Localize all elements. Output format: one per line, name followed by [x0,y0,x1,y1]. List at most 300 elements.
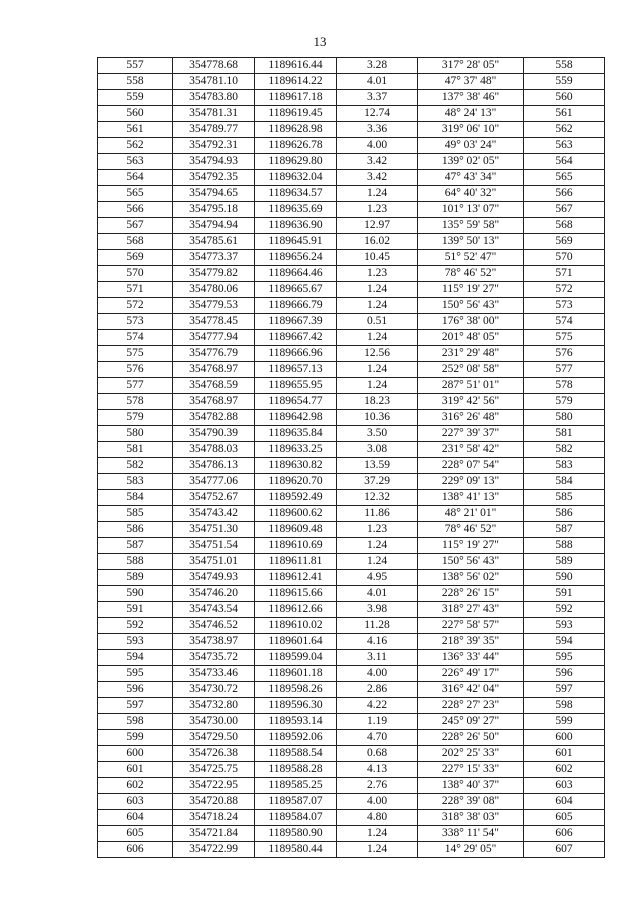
y-coordinate-cell: 1189633.25 [255,442,337,458]
distance-cell: 4.80 [337,810,418,826]
y-coordinate-cell: 1189584.07 [255,810,337,826]
bearing-cell: 317° 28' 05" [418,58,524,74]
page-number: 13 [313,34,327,49]
y-coordinate-cell: 1189600.62 [255,506,337,522]
point-to-cell: 566 [524,186,605,202]
bearing-cell: 231° 29' 48" [418,346,524,362]
point-from-cell: 588 [98,554,173,570]
bearing-cell: 338° 11' 54" [418,826,524,842]
point-from-cell: 592 [98,618,173,634]
point-from-cell: 565 [98,186,173,202]
distance-cell: 4.00 [337,666,418,682]
x-coordinate-cell: 354729.50 [173,730,255,746]
point-from-cell: 569 [98,250,173,266]
y-coordinate-cell: 1189635.84 [255,426,337,442]
x-coordinate-cell: 354794.94 [173,218,255,234]
y-coordinate-cell: 1189634.57 [255,186,337,202]
point-from-cell: 598 [98,714,173,730]
bearing-cell: 48° 21' 01" [418,506,524,522]
distance-cell: 3.42 [337,170,418,186]
point-from-cell: 595 [98,666,173,682]
point-from-cell: 574 [98,330,173,346]
y-coordinate-cell: 1189657.13 [255,362,337,378]
distance-cell: 4.00 [337,794,418,810]
y-coordinate-cell: 1189610.02 [255,618,337,634]
x-coordinate-cell: 354735.72 [173,650,255,666]
point-from-cell: 578 [98,394,173,410]
bearing-cell: 228° 26' 15" [418,586,524,602]
bearing-cell: 287° 51' 01" [418,378,524,394]
bearing-cell: 201° 48' 05" [418,330,524,346]
point-to-cell: 603 [524,778,605,794]
table-row [98,762,605,778]
distance-cell: 10.45 [337,250,418,266]
table-row [98,234,605,250]
distance-cell: 1.24 [337,842,418,858]
bearing-cell: 135° 59' 58" [418,218,524,234]
y-coordinate-cell: 1189580.90 [255,826,337,842]
distance-cell: 3.42 [337,154,418,170]
point-to-cell: 558 [524,58,605,74]
point-to-cell: 561 [524,106,605,122]
point-to-cell: 562 [524,122,605,138]
distance-cell: 4.00 [337,138,418,154]
bearing-cell: 49° 03' 24" [418,138,524,154]
point-to-cell: 580 [524,410,605,426]
distance-cell: 37.29 [337,474,418,490]
point-to-cell: 572 [524,282,605,298]
y-coordinate-cell: 1189598.26 [255,682,337,698]
y-coordinate-cell: 1189593.14 [255,714,337,730]
point-to-cell: 584 [524,474,605,490]
distance-cell: 1.24 [337,826,418,842]
point-to-cell: 579 [524,394,605,410]
distance-cell: 3.37 [337,90,418,106]
distance-cell: 12.56 [337,346,418,362]
point-to-cell: 604 [524,794,605,810]
x-coordinate-cell: 354730.00 [173,714,255,730]
table-row [98,826,605,842]
y-coordinate-cell: 1189599.04 [255,650,337,666]
point-to-cell: 568 [524,218,605,234]
x-coordinate-cell: 354773.37 [173,250,255,266]
y-coordinate-cell: 1189654.77 [255,394,337,410]
y-coordinate-cell: 1189629.80 [255,154,337,170]
bearing-cell: 136° 33' 44" [418,650,524,666]
x-coordinate-cell: 354721.84 [173,826,255,842]
x-coordinate-cell: 354732.80 [173,698,255,714]
distance-cell: 2.76 [337,778,418,794]
y-coordinate-cell: 1189612.41 [255,570,337,586]
table-row [98,346,605,362]
distance-cell: 12.97 [337,218,418,234]
distance-cell: 3.36 [337,122,418,138]
point-to-cell: 570 [524,250,605,266]
x-coordinate-cell: 354751.30 [173,522,255,538]
point-from-cell: 566 [98,202,173,218]
x-coordinate-cell: 354777.06 [173,474,255,490]
x-coordinate-cell: 354779.53 [173,298,255,314]
x-coordinate-cell: 354743.42 [173,506,255,522]
bearing-cell: 48° 24' 13" [418,106,524,122]
table-row [98,778,605,794]
bearing-cell: 228° 27' 23" [418,698,524,714]
bearing-cell: 78° 46' 52" [418,522,524,538]
x-coordinate-cell: 354768.59 [173,378,255,394]
point-to-cell: 597 [524,682,605,698]
distance-cell: 1.24 [337,554,418,570]
point-to-cell: 588 [524,538,605,554]
point-to-cell: 592 [524,602,605,618]
table-row [98,58,605,74]
point-to-cell: 605 [524,810,605,826]
x-coordinate-cell: 354722.99 [173,842,255,858]
y-coordinate-cell: 1189616.44 [255,58,337,74]
distance-cell: 1.24 [337,330,418,346]
table-row [98,570,605,586]
point-from-cell: 558 [98,74,173,90]
table-row [98,362,605,378]
distance-cell: 0.68 [337,746,418,762]
x-coordinate-cell: 354794.93 [173,154,255,170]
bearing-cell: 202° 25' 33" [418,746,524,762]
bearing-cell: 78° 46' 52" [418,266,524,282]
table-row [98,266,605,282]
y-coordinate-cell: 1189601.18 [255,666,337,682]
x-coordinate-cell: 354781.31 [173,106,255,122]
point-from-cell: 584 [98,490,173,506]
bearing-cell: 150° 56' 43" [418,554,524,570]
x-coordinate-cell: 354777.94 [173,330,255,346]
point-to-cell: 578 [524,378,605,394]
point-to-cell: 589 [524,554,605,570]
point-to-cell: 598 [524,698,605,714]
table-row [98,170,605,186]
bearing-cell: 14° 29' 05" [418,842,524,858]
y-coordinate-cell: 1189601.64 [255,634,337,650]
distance-cell: 3.50 [337,426,418,442]
point-to-cell: 559 [524,74,605,90]
table-row [98,730,605,746]
point-to-cell: 581 [524,426,605,442]
point-from-cell: 557 [98,58,173,74]
table-row [98,410,605,426]
point-from-cell: 585 [98,506,173,522]
y-coordinate-cell: 1189619.45 [255,106,337,122]
y-coordinate-cell: 1189620.70 [255,474,337,490]
point-to-cell: 577 [524,362,605,378]
point-from-cell: 572 [98,298,173,314]
y-coordinate-cell: 1189665.67 [255,282,337,298]
bearing-cell: 51° 52' 47" [418,250,524,266]
point-from-cell: 564 [98,170,173,186]
distance-cell: 3.98 [337,602,418,618]
x-coordinate-cell: 354718.24 [173,810,255,826]
bearing-cell: 245° 09' 27" [418,714,524,730]
point-to-cell: 587 [524,522,605,538]
distance-cell: 1.24 [337,538,418,554]
bearing-cell: 139° 50' 13" [418,234,524,250]
table-row [98,474,605,490]
distance-cell: 1.24 [337,378,418,394]
point-from-cell: 570 [98,266,173,282]
y-coordinate-cell: 1189588.28 [255,762,337,778]
table-row [98,314,605,330]
point-from-cell: 590 [98,586,173,602]
table-row [98,618,605,634]
bearing-cell: 316° 26' 48" [418,410,524,426]
point-to-cell: 564 [524,154,605,170]
bearing-cell: 316° 42' 04" [418,682,524,698]
x-coordinate-cell: 354743.54 [173,602,255,618]
distance-cell: 3.28 [337,58,418,74]
point-from-cell: 567 [98,218,173,234]
y-coordinate-cell: 1189596.30 [255,698,337,714]
point-to-cell: 571 [524,266,605,282]
table-row [98,538,605,554]
y-coordinate-cell: 1189587.07 [255,794,337,810]
bearing-cell: 228° 39' 08" [418,794,524,810]
bearing-cell: 252° 08' 58" [418,362,524,378]
y-coordinate-cell: 1189588.54 [255,746,337,762]
y-coordinate-cell: 1189655.95 [255,378,337,394]
table-row [98,282,605,298]
table-row [98,74,605,90]
point-from-cell: 563 [98,154,173,170]
point-to-cell: 599 [524,714,605,730]
x-coordinate-cell: 354768.97 [173,394,255,410]
x-coordinate-cell: 354792.35 [173,170,255,186]
y-coordinate-cell: 1189592.06 [255,730,337,746]
point-to-cell: 602 [524,762,605,778]
x-coordinate-cell: 354790.39 [173,426,255,442]
x-coordinate-cell: 354785.61 [173,234,255,250]
distance-cell: 3.11 [337,650,418,666]
distance-cell: 1.24 [337,282,418,298]
point-from-cell: 583 [98,474,173,490]
point-from-cell: 601 [98,762,173,778]
point-to-cell: 590 [524,570,605,586]
bearing-cell: 137° 38' 46" [418,90,524,106]
point-to-cell: 567 [524,202,605,218]
point-to-cell: 591 [524,586,605,602]
point-to-cell: 586 [524,506,605,522]
bearing-cell: 226° 49' 17" [418,666,524,682]
distance-cell: 1.24 [337,298,418,314]
point-to-cell: 576 [524,346,605,362]
table-row [98,554,605,570]
y-coordinate-cell: 1189580.44 [255,842,337,858]
x-coordinate-cell: 354783.80 [173,90,255,106]
distance-cell: 0.51 [337,314,418,330]
distance-cell: 1.24 [337,186,418,202]
table-row [98,602,605,618]
point-from-cell: 587 [98,538,173,554]
x-coordinate-cell: 354730.72 [173,682,255,698]
y-coordinate-cell: 1189612.66 [255,602,337,618]
table-row [98,394,605,410]
point-from-cell: 576 [98,362,173,378]
distance-cell: 4.16 [337,634,418,650]
table-row [98,522,605,538]
table-row [98,122,605,138]
point-from-cell: 596 [98,682,173,698]
x-coordinate-cell: 354789.77 [173,122,255,138]
table-row [98,218,605,234]
point-to-cell: 583 [524,458,605,474]
y-coordinate-cell: 1189592.49 [255,490,337,506]
x-coordinate-cell: 354720.88 [173,794,255,810]
point-from-cell: 603 [98,794,173,810]
y-coordinate-cell: 1189611.81 [255,554,337,570]
point-from-cell: 586 [98,522,173,538]
point-to-cell: 593 [524,618,605,634]
bearing-cell: 47° 37' 48" [418,74,524,90]
bearing-cell: 115° 19' 27" [418,538,524,554]
table-row [98,634,605,650]
bearing-cell: 318° 27' 43" [418,602,524,618]
table-row [98,458,605,474]
x-coordinate-cell: 354726.38 [173,746,255,762]
point-to-cell: 600 [524,730,605,746]
x-coordinate-cell: 354749.93 [173,570,255,586]
distance-cell: 3.08 [337,442,418,458]
distance-cell: 16.02 [337,234,418,250]
bearing-cell: 138° 56' 02" [418,570,524,586]
distance-cell: 11.28 [337,618,418,634]
point-to-cell: 596 [524,666,605,682]
x-coordinate-cell: 354780.06 [173,282,255,298]
x-coordinate-cell: 354795.18 [173,202,255,218]
point-to-cell: 595 [524,650,605,666]
distance-cell: 18.23 [337,394,418,410]
bearing-cell: 319° 42' 56" [418,394,524,410]
table-row [98,378,605,394]
bearing-cell: 139° 02' 05" [418,154,524,170]
table-row [98,698,605,714]
point-from-cell: 581 [98,442,173,458]
bearing-cell: 229° 09' 13" [418,474,524,490]
point-from-cell: 582 [98,458,173,474]
distance-cell: 4.95 [337,570,418,586]
table-row [98,90,605,106]
table-row [98,794,605,810]
y-coordinate-cell: 1189630.82 [255,458,337,474]
table-row [98,842,605,858]
bearing-cell: 101° 13' 07" [418,202,524,218]
x-coordinate-cell: 354776.79 [173,346,255,362]
point-to-cell: 563 [524,138,605,154]
x-coordinate-cell: 354781.10 [173,74,255,90]
bearing-cell: 47° 43' 34" [418,170,524,186]
point-from-cell: 593 [98,634,173,650]
x-coordinate-cell: 354751.54 [173,538,255,554]
point-from-cell: 575 [98,346,173,362]
table-row [98,138,605,154]
y-coordinate-cell: 1189636.90 [255,218,337,234]
x-coordinate-cell: 354733.46 [173,666,255,682]
table-row [98,666,605,682]
y-coordinate-cell: 1189614.22 [255,74,337,90]
y-coordinate-cell: 1189585.25 [255,778,337,794]
table-row [98,202,605,218]
y-coordinate-cell: 1189667.42 [255,330,337,346]
point-to-cell: 607 [524,842,605,858]
x-coordinate-cell: 354746.20 [173,586,255,602]
distance-cell: 4.13 [337,762,418,778]
x-coordinate-cell: 354778.45 [173,314,255,330]
distance-cell: 1.19 [337,714,418,730]
point-from-cell: 606 [98,842,173,858]
point-to-cell: 582 [524,442,605,458]
x-coordinate-cell: 354786.13 [173,458,255,474]
y-coordinate-cell: 1189626.78 [255,138,337,154]
point-to-cell: 573 [524,298,605,314]
y-coordinate-cell: 1189628.98 [255,122,337,138]
point-from-cell: 573 [98,314,173,330]
point-from-cell: 561 [98,122,173,138]
y-coordinate-cell: 1189632.04 [255,170,337,186]
distance-cell: 1.23 [337,266,418,282]
point-to-cell: 585 [524,490,605,506]
x-coordinate-cell: 354788.03 [173,442,255,458]
point-from-cell: 597 [98,698,173,714]
point-from-cell: 591 [98,602,173,618]
y-coordinate-cell: 1189610.69 [255,538,337,554]
point-from-cell: 605 [98,826,173,842]
distance-cell: 4.70 [337,730,418,746]
y-coordinate-cell: 1189666.96 [255,346,337,362]
x-coordinate-cell: 354792.31 [173,138,255,154]
distance-cell: 12.32 [337,490,418,506]
bearing-cell: 150° 56' 43" [418,298,524,314]
point-from-cell: 579 [98,410,173,426]
distance-cell: 12.74 [337,106,418,122]
bearing-cell: 138° 41' 13" [418,490,524,506]
distance-cell: 1.23 [337,202,418,218]
coordinates-table [97,57,605,858]
table-row [98,586,605,602]
bearing-cell: 227° 15' 33" [418,762,524,778]
y-coordinate-cell: 1189667.39 [255,314,337,330]
point-to-cell: 575 [524,330,605,346]
bearing-cell: 218° 39' 35" [418,634,524,650]
point-from-cell: 577 [98,378,173,394]
x-coordinate-cell: 354752.67 [173,490,255,506]
bearing-cell: 228° 07' 54" [418,458,524,474]
point-from-cell: 571 [98,282,173,298]
distance-cell: 1.23 [337,522,418,538]
x-coordinate-cell: 354746.52 [173,618,255,634]
point-to-cell: 574 [524,314,605,330]
point-to-cell: 594 [524,634,605,650]
x-coordinate-cell: 354768.97 [173,362,255,378]
bearing-cell: 115° 19' 27" [418,282,524,298]
bearing-cell: 231° 58' 42" [418,442,524,458]
table-row [98,810,605,826]
point-from-cell: 568 [98,234,173,250]
table-row [98,746,605,762]
point-to-cell: 606 [524,826,605,842]
distance-cell: 2.86 [337,682,418,698]
point-from-cell: 599 [98,730,173,746]
x-coordinate-cell: 354751.01 [173,554,255,570]
point-from-cell: 600 [98,746,173,762]
point-from-cell: 594 [98,650,173,666]
x-coordinate-cell: 354779.82 [173,266,255,282]
x-coordinate-cell: 354722.95 [173,778,255,794]
table-row [98,682,605,698]
